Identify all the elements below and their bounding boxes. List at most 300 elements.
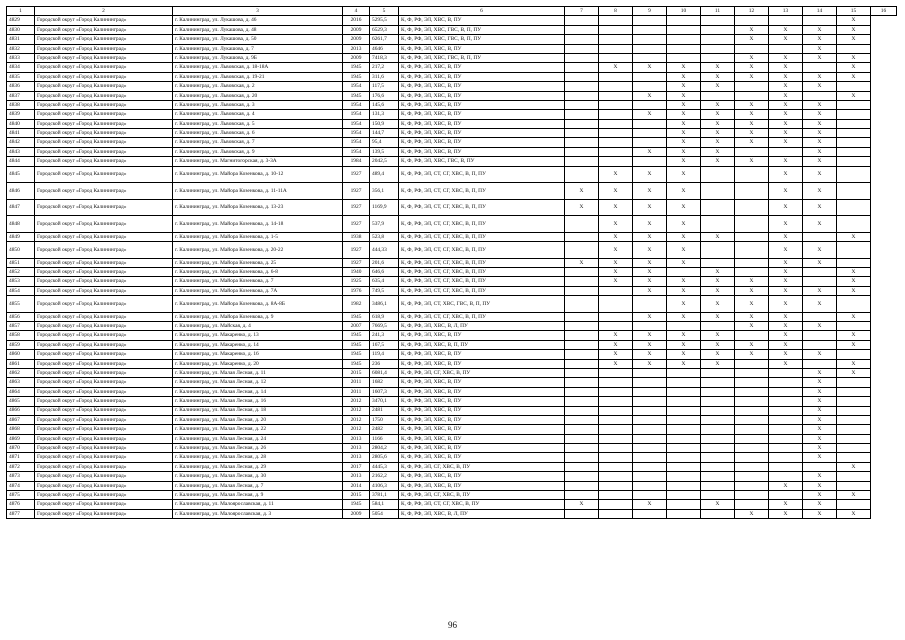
- mark-cell: [735, 491, 769, 500]
- mark-cell: X: [667, 331, 701, 340]
- address-cell: г. Калининград, ул. Малая Лесная, д. 29: [173, 462, 343, 471]
- mark-cell: X: [769, 277, 803, 286]
- municipality-cell: Городской округ «Город Калининград»: [35, 72, 173, 81]
- mark-cell: [565, 415, 599, 424]
- table-row: [7, 100, 897, 109]
- municipality-cell: Городской округ «Город Калининград»: [35, 166, 173, 183]
- mark-cell: [599, 147, 633, 156]
- mark-cell: [803, 312, 837, 321]
- mark-cell: [735, 166, 769, 183]
- table-row: [7, 63, 897, 72]
- mark-cell: X: [769, 25, 803, 34]
- municipality-cell: Городской округ «Город Калининград»: [35, 183, 173, 200]
- services-cell: К, Ф, РФ, ЭЛ, СТ, СГ, ХВС, В, П, ПУ: [399, 199, 565, 216]
- mark-cell: X: [735, 53, 769, 62]
- services-cell: К, Ф, РФ, ЭЛ, СТ, СГ, ХВС, В, П, ПУ: [399, 232, 565, 241]
- column-header: 10: [667, 7, 701, 16]
- mark-cell: X: [769, 258, 803, 267]
- table-row: [7, 462, 897, 471]
- mark-cell: X: [769, 100, 803, 109]
- area-cell: 3486,1: [370, 296, 399, 313]
- mark-cell: [837, 397, 871, 406]
- mark-cell: [735, 331, 769, 340]
- mark-cell: X: [769, 63, 803, 72]
- mark-cell: X: [667, 340, 701, 349]
- table-row: [7, 368, 897, 377]
- mark-cell: X: [837, 63, 871, 72]
- year-cell: 1945: [343, 350, 370, 359]
- mark-cell: [633, 16, 667, 25]
- year-cell: 1954: [343, 100, 370, 109]
- row-number-cell: 4864: [7, 387, 35, 396]
- mark-cell: [837, 406, 871, 415]
- year-cell: 1945: [343, 63, 370, 72]
- mark-cell: X: [735, 277, 769, 286]
- year-cell: 1927: [343, 216, 370, 233]
- mark-cell: [701, 444, 735, 453]
- year-cell: 1940: [343, 267, 370, 276]
- services-cell: К, Ф, РФ, ЭЛ, ХВС, ГВС, В, П, ПУ: [399, 35, 565, 44]
- table-row: [7, 53, 897, 62]
- area-cell: 3781,1: [370, 491, 399, 500]
- row-number-cell: 4869: [7, 434, 35, 443]
- mark-cell: X: [701, 110, 735, 119]
- row-number-cell: 4847: [7, 199, 35, 216]
- mark-cell: [599, 434, 633, 443]
- mark-cell: X: [633, 286, 667, 295]
- mark-cell: X: [599, 350, 633, 359]
- area-cell: 201,6: [370, 258, 399, 267]
- mark-cell: [837, 119, 871, 128]
- mark-cell: [565, 166, 599, 183]
- mark-cell: [633, 157, 667, 166]
- table-row: [7, 277, 897, 286]
- area-cell: 444,33: [370, 242, 399, 259]
- mark-cell: X: [701, 157, 735, 166]
- table-row: [7, 129, 897, 138]
- address-cell: г. Калининград, ул. Лукашова, д. 7: [173, 44, 343, 53]
- row-number-cell: 4834: [7, 63, 35, 72]
- mark-cell: X: [803, 110, 837, 119]
- municipality-cell: Городской округ «Город Калининград»: [35, 110, 173, 119]
- mark-cell: X: [701, 82, 735, 91]
- mark-cell: [565, 453, 599, 462]
- year-cell: 1954: [343, 119, 370, 128]
- mark-cell: [633, 368, 667, 377]
- table-row: [7, 321, 897, 330]
- mark-cell: X: [667, 147, 701, 156]
- mark-cell: X: [667, 119, 701, 128]
- mark-cell: X: [701, 359, 735, 368]
- mark-cell: X: [667, 242, 701, 259]
- year-cell: 1927: [343, 183, 370, 200]
- mark-cell: X: [633, 331, 667, 340]
- mark-cell: X: [667, 286, 701, 295]
- table-row: [7, 157, 897, 166]
- mark-cell: [837, 434, 871, 443]
- mark-cell: X: [837, 462, 871, 471]
- area-cell: 2481: [370, 406, 399, 415]
- services-cell: К, Ф, РФ, ЭЛ, СГ, ХВС, В, ПУ: [399, 491, 565, 500]
- mark-cell: X: [599, 242, 633, 259]
- table-row: [7, 199, 897, 216]
- year-cell: 2011: [343, 387, 370, 396]
- document-table-wrapper: [6, 6, 897, 519]
- municipality-cell: Городской округ «Город Калининград»: [35, 199, 173, 216]
- mark-cell: [667, 481, 701, 490]
- mark-cell: X: [701, 500, 735, 509]
- mark-cell: X: [769, 242, 803, 259]
- mark-cell: [633, 53, 667, 62]
- mark-cell: X: [803, 350, 837, 359]
- mark-cell: X: [735, 119, 769, 128]
- mark-cell: [769, 444, 803, 453]
- mark-cell: [667, 434, 701, 443]
- area-cell: 5054: [370, 509, 399, 518]
- address-cell: г. Калининград, ул. Львовская, д. 5: [173, 119, 343, 128]
- mark-cell: X: [599, 166, 633, 183]
- mark-cell: X: [633, 359, 667, 368]
- table-row: [7, 44, 897, 53]
- municipality-cell: Городской округ «Город Калининград»: [35, 147, 173, 156]
- mark-cell: [599, 82, 633, 91]
- mark-cell: [633, 509, 667, 518]
- mark-cell: X: [667, 359, 701, 368]
- mark-cell: [735, 500, 769, 509]
- mark-cell: X: [803, 397, 837, 406]
- mark-cell: X: [701, 147, 735, 156]
- mark-cell: X: [803, 72, 837, 81]
- mark-cell: [565, 378, 599, 387]
- area-cell: 167,5: [370, 340, 399, 349]
- municipality-cell: Городской округ «Город Калининград»: [35, 444, 173, 453]
- row-number-cell: 4860: [7, 350, 35, 359]
- mark-cell: [769, 387, 803, 396]
- mark-cell: [769, 44, 803, 53]
- row-number-cell: 4832: [7, 44, 35, 53]
- table-row: [7, 509, 897, 518]
- mark-cell: [599, 100, 633, 109]
- mark-cell: [735, 183, 769, 200]
- mark-cell: X: [769, 340, 803, 349]
- mark-cell: [633, 72, 667, 81]
- mark-cell: [565, 397, 599, 406]
- mark-cell: X: [701, 63, 735, 72]
- mark-cell: [599, 35, 633, 44]
- mark-cell: [565, 129, 599, 138]
- mark-cell: X: [837, 25, 871, 34]
- mark-cell: [633, 35, 667, 44]
- mark-cell: X: [633, 340, 667, 349]
- mark-cell: X: [667, 199, 701, 216]
- mark-cell: X: [837, 277, 871, 286]
- row-number-cell: 4837: [7, 91, 35, 100]
- area-cell: 7418,3: [370, 53, 399, 62]
- table-row: [7, 500, 897, 509]
- year-cell: 2015: [343, 491, 370, 500]
- mark-cell: X: [701, 119, 735, 128]
- mark-cell: X: [701, 277, 735, 286]
- mark-cell: X: [633, 277, 667, 286]
- row-number-cell: 4857: [7, 321, 35, 330]
- mark-cell: X: [667, 129, 701, 138]
- mark-cell: [599, 53, 633, 62]
- mark-cell: [599, 509, 633, 518]
- column-header: 11: [701, 7, 735, 16]
- mark-cell: X: [769, 350, 803, 359]
- municipality-cell: Городской округ «Город Калининград»: [35, 296, 173, 313]
- year-cell: 2012: [343, 397, 370, 406]
- mark-cell: X: [735, 138, 769, 147]
- mark-cell: [633, 406, 667, 415]
- mark-cell: X: [769, 359, 803, 368]
- mark-cell: X: [633, 267, 667, 276]
- services-cell: К, Ф, РФ, ЭЛ, ХВС, В, ПУ: [399, 425, 565, 434]
- mark-cell: [701, 387, 735, 396]
- mark-cell: [837, 138, 871, 147]
- mark-cell: X: [803, 472, 837, 481]
- mark-cell: [599, 296, 633, 313]
- table-row: [7, 242, 897, 259]
- mark-cell: [599, 110, 633, 119]
- mark-cell: X: [769, 500, 803, 509]
- mark-cell: [565, 444, 599, 453]
- municipality-cell: Городской округ «Город Калининград»: [35, 286, 173, 295]
- mark-cell: X: [667, 166, 701, 183]
- row-number-cell: 4861: [7, 359, 35, 368]
- mark-cell: [633, 481, 667, 490]
- row-number-cell: 4843: [7, 147, 35, 156]
- mark-cell: [701, 242, 735, 259]
- mark-cell: X: [837, 312, 871, 321]
- mark-cell: [633, 296, 667, 313]
- address-cell: г. Калининград, ул. Малая Лесная, д. 30: [173, 472, 343, 481]
- mark-cell: X: [633, 312, 667, 321]
- mark-cell: X: [633, 166, 667, 183]
- address-cell: г. Калининград, ул. Малая Лесная, д. 26: [173, 444, 343, 453]
- mark-cell: [735, 481, 769, 490]
- municipality-cell: Городской округ «Город Калининград»: [35, 91, 173, 100]
- services-cell: К, Ф, РФ, ЭЛ, ХВС, В, ПУ: [399, 378, 565, 387]
- table-row: [7, 425, 897, 434]
- mark-cell: [837, 378, 871, 387]
- mark-cell: X: [803, 453, 837, 462]
- municipality-cell: Городской округ «Город Калининград»: [35, 462, 173, 471]
- address-cell: г. Калининград, ул. Лукашова, д. 50: [173, 35, 343, 44]
- mark-cell: X: [735, 296, 769, 313]
- municipality-cell: Городской округ «Город Калининград»: [35, 138, 173, 147]
- mark-cell: [633, 321, 667, 330]
- mark-cell: [599, 72, 633, 81]
- table-row: [7, 267, 897, 276]
- mark-cell: X: [633, 242, 667, 259]
- mark-cell: X: [803, 444, 837, 453]
- mark-cell: [599, 415, 633, 424]
- address-cell: г. Калининград, ул. Майора Козенкова, д. 7А: [173, 286, 343, 295]
- mark-cell: [599, 387, 633, 396]
- row-number-cell: 4872: [7, 462, 35, 471]
- municipality-cell: Городской округ «Город Калининград»: [35, 100, 173, 109]
- mark-cell: [565, 387, 599, 396]
- year-cell: 1945: [343, 72, 370, 81]
- row-number-cell: 4858: [7, 331, 35, 340]
- mark-cell: [633, 491, 667, 500]
- mark-cell: [769, 368, 803, 377]
- mark-cell: X: [565, 500, 599, 509]
- mark-cell: [735, 453, 769, 462]
- mark-cell: X: [633, 110, 667, 119]
- mark-cell: [599, 397, 633, 406]
- year-cell: 1927: [343, 166, 370, 183]
- table-row: [7, 147, 897, 156]
- row-number-cell: 4854: [7, 286, 35, 295]
- mark-cell: X: [803, 53, 837, 62]
- row-number-cell: 4839: [7, 110, 35, 119]
- year-cell: 1925: [343, 277, 370, 286]
- mark-cell: [735, 216, 769, 233]
- table-row: [7, 35, 897, 44]
- mark-cell: [701, 91, 735, 100]
- area-cell: 489,4: [370, 166, 399, 183]
- mark-cell: X: [735, 321, 769, 330]
- mark-cell: [565, 368, 599, 377]
- services-cell: К, Ф, РФ, ЭЛ, ХВС, В, ПУ: [399, 72, 565, 81]
- municipality-cell: Городской округ «Город Калининград»: [35, 406, 173, 415]
- column-header: 15: [837, 7, 871, 16]
- year-cell: 2013: [343, 472, 370, 481]
- mark-cell: [701, 491, 735, 500]
- municipality-cell: Городской округ «Город Калининград»: [35, 216, 173, 233]
- address-cell: г. Калининград, ул. Львовская, д. 4: [173, 110, 343, 119]
- municipality-cell: Городской округ «Город Калининград»: [35, 242, 173, 259]
- mark-cell: X: [769, 119, 803, 128]
- area-cell: 5295,5: [370, 16, 399, 25]
- services-cell: К, Ф, РФ, ЭЛ, СТ, СГ, ХВС, В, ПУ: [399, 500, 565, 509]
- mark-cell: X: [769, 199, 803, 216]
- address-cell: г. Калининград, ул. Малоярославская, д. 3: [173, 509, 343, 518]
- table-row: [7, 232, 897, 241]
- mark-cell: [735, 199, 769, 216]
- mark-cell: X: [837, 491, 871, 500]
- address-cell: г. Калининград, ул. Малая Лесная, д. 22: [173, 425, 343, 434]
- row-number-cell: 4876: [7, 500, 35, 509]
- mark-cell: X: [667, 157, 701, 166]
- address-cell: г. Калининград, ул. Львовская, д. 7: [173, 138, 343, 147]
- year-cell: 1945: [343, 340, 370, 349]
- address-cell: г. Калининград, ул. Львовская, д. 18-18А: [173, 63, 343, 72]
- mark-cell: [565, 509, 599, 518]
- table-row: [7, 25, 897, 34]
- row-number-cell: 4851: [7, 258, 35, 267]
- services-cell: К, Ф, РФ, ЭЛ, ХВС, В, ПУ: [399, 406, 565, 415]
- mark-cell: [633, 119, 667, 128]
- mark-cell: X: [667, 258, 701, 267]
- mark-cell: [701, 415, 735, 424]
- mark-cell: [633, 425, 667, 434]
- address-cell: г. Калининград, ул. Майора Козенкова, д. 25: [173, 258, 343, 267]
- mark-cell: [701, 397, 735, 406]
- municipality-cell: Городской округ «Город Калининград»: [35, 415, 173, 424]
- services-cell: К, Ф, РФ, ЭЛ, ХВС, В, Л, ПУ: [399, 321, 565, 330]
- mark-cell: X: [769, 312, 803, 321]
- mark-cell: [599, 453, 633, 462]
- mark-cell: X: [735, 286, 769, 295]
- mark-cell: [735, 258, 769, 267]
- mark-cell: X: [837, 368, 871, 377]
- mark-cell: X: [803, 321, 837, 330]
- mark-cell: [565, 138, 599, 147]
- year-cell: 2009: [343, 25, 370, 34]
- column-header: 1: [7, 7, 35, 16]
- mark-cell: [667, 378, 701, 387]
- mark-cell: [701, 509, 735, 518]
- mark-cell: X: [803, 434, 837, 443]
- municipality-cell: Городской округ «Город Калининград»: [35, 368, 173, 377]
- mark-cell: [735, 425, 769, 434]
- services-cell: К, Ф, РФ, ЭЛ, ХВС, В, ПУ: [399, 44, 565, 53]
- row-number-cell: 4848: [7, 216, 35, 233]
- mark-cell: [735, 444, 769, 453]
- area-cell: 139,5: [370, 147, 399, 156]
- mark-cell: X: [667, 138, 701, 147]
- row-number-cell: 4836: [7, 82, 35, 91]
- mark-cell: X: [769, 72, 803, 81]
- services-cell: К, Ф, РФ, ЭЛ, ХВС, В, ПУ: [399, 138, 565, 147]
- municipality-cell: Городской округ «Город Калининград»: [35, 425, 173, 434]
- mark-cell: X: [701, 331, 735, 340]
- mark-cell: [735, 242, 769, 259]
- mark-cell: [565, 491, 599, 500]
- row-number-cell: 4850: [7, 242, 35, 259]
- area-cell: 635,4: [370, 277, 399, 286]
- table-row: [7, 481, 897, 490]
- table-row: [7, 378, 897, 387]
- mark-cell: [735, 91, 769, 100]
- mark-cell: [633, 415, 667, 424]
- address-cell: г. Калининград, ул. Львовская, д. 9: [173, 147, 343, 156]
- mark-cell: X: [701, 267, 735, 276]
- column-header: 6: [399, 7, 565, 16]
- mark-cell: X: [599, 199, 633, 216]
- area-cell: 2042,5: [370, 157, 399, 166]
- address-cell: г. Калининград, ул. Майора Козенкова, д. 1-5: [173, 232, 343, 241]
- services-cell: К, Ф, РФ, ЭЛ, ХВС, В, ПУ: [399, 16, 565, 25]
- mark-cell: X: [633, 91, 667, 100]
- mark-cell: [769, 406, 803, 415]
- row-number-cell: 4830: [7, 25, 35, 34]
- mark-cell: [837, 258, 871, 267]
- area-cell: 3470,1: [370, 397, 399, 406]
- mark-cell: [769, 434, 803, 443]
- municipality-cell: Городской округ «Город Калининград»: [35, 350, 173, 359]
- row-number-cell: 4874: [7, 481, 35, 490]
- row-number-cell: 4870: [7, 444, 35, 453]
- mark-cell: X: [803, 491, 837, 500]
- mark-cell: [735, 397, 769, 406]
- mark-cell: X: [803, 199, 837, 216]
- mark-cell: X: [565, 199, 599, 216]
- area-cell: 523,8: [370, 232, 399, 241]
- row-number-cell: 4846: [7, 183, 35, 200]
- row-number-cell: 4862: [7, 368, 35, 377]
- mark-cell: [837, 157, 871, 166]
- services-cell: К, Ф, РФ, ЭЛ, ХВС, В, ПУ: [399, 119, 565, 128]
- year-cell: 2012: [343, 425, 370, 434]
- mark-cell: X: [701, 100, 735, 109]
- year-cell: 1945: [343, 91, 370, 100]
- address-cell: г. Калининград, ул. Малоярославская, д. 11: [173, 500, 343, 509]
- column-header: 12: [735, 7, 769, 16]
